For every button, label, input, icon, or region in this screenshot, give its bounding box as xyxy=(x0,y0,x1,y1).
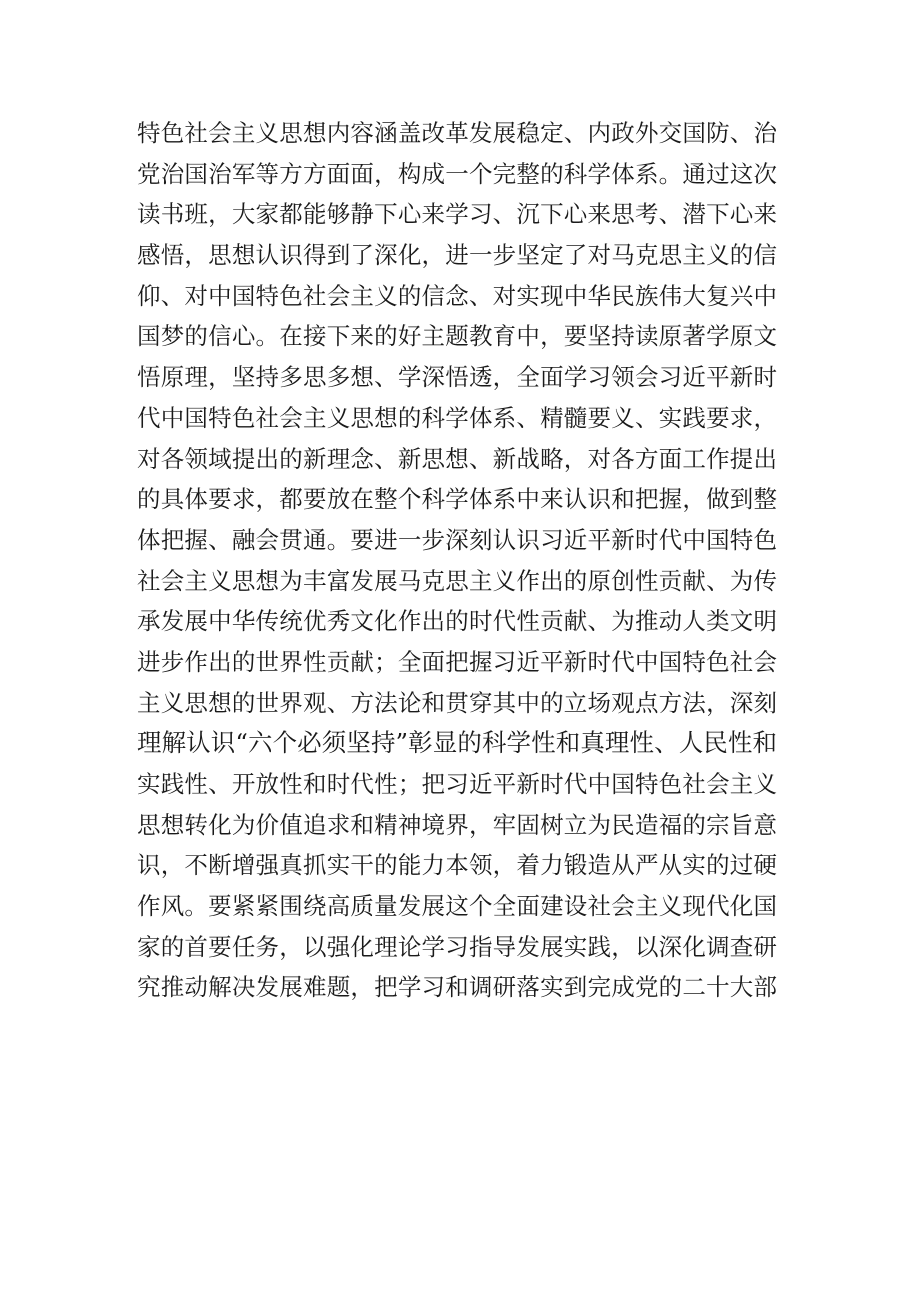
text-line: 作风。要紧紧围绕高质量发展这个全面建设社会主义现代化国 xyxy=(137,892,777,921)
body-paragraph xyxy=(137,113,777,1008)
text-line: 的具体要求，都要放在整个科学体系中来认识和把握，做到整 xyxy=(137,485,777,514)
text-line: 悟原理，坚持多思多想、学深悟透，全面学习领会习近平新时 xyxy=(137,363,777,392)
text-line: 读书班，大家都能够静下心来学习、沉下心来思考、潜下心来 xyxy=(137,200,777,229)
text-line: 究推动解决发展难题，把学习和调研落实到完成党的二十大部 xyxy=(137,973,777,1002)
text-line: 代中国特色社会主义思想的科学体系、精髓要义、实践要求， xyxy=(137,403,777,432)
text-line: 仰、对中国特色社会主义的信念、对实现中华民族伟大复兴中 xyxy=(137,281,777,310)
text-line: 体把握、融会贯通。要进一步深刻认识习近平新时代中国特色 xyxy=(137,525,777,554)
text-line: 实践性、开放性和时代性；把习近平新时代中国特色社会主义 xyxy=(137,770,777,798)
text-line: 进步作出的世界性贡献；全面把握习近平新时代中国特色社会 xyxy=(137,647,777,676)
text-line: 家的首要任务，以强化理论学习指导发展实践，以深化调查研 xyxy=(137,932,777,961)
text-line: 社会主义思想为丰富发展马克思主义作出的原创性贡献、为传 xyxy=(137,566,777,595)
text-line: 感悟，思想认识得到了深化，进一步坚定了对马克思主义的信 xyxy=(137,241,777,270)
text-line: 承发展中华传统优秀文化作出的时代性贡献、为推动人类文明 xyxy=(137,607,777,636)
text-line: 主义思想的世界观、方法论和贯穿其中的立场观点方法，深刻 xyxy=(137,688,777,717)
text-line: 思想转化为价值追求和精神境界，牢固树立为民造福的宗旨意 xyxy=(137,810,777,839)
text-line: 识，不断增强真抓实干的能力本领，着力锻造从严从实的过硬 xyxy=(137,851,777,880)
text-line: 理解认识“六个必须坚持”彰显的科学性和真理性、人民性和 xyxy=(137,728,777,758)
text-line: 对各领域提出的新理念、新思想、新战略，对各方面工作提出 xyxy=(137,444,777,473)
text-line: 特色社会主义思想内容涵盖改革发展稳定、内政外交国防、治 xyxy=(137,119,777,147)
text-line: 党治国治军等方方面面，构成一个完整的科学体系。通过这次 xyxy=(137,159,777,188)
text-line: 国梦的信心。在接下来的好主题教育中，要坚持读原著学原文 xyxy=(137,322,777,351)
